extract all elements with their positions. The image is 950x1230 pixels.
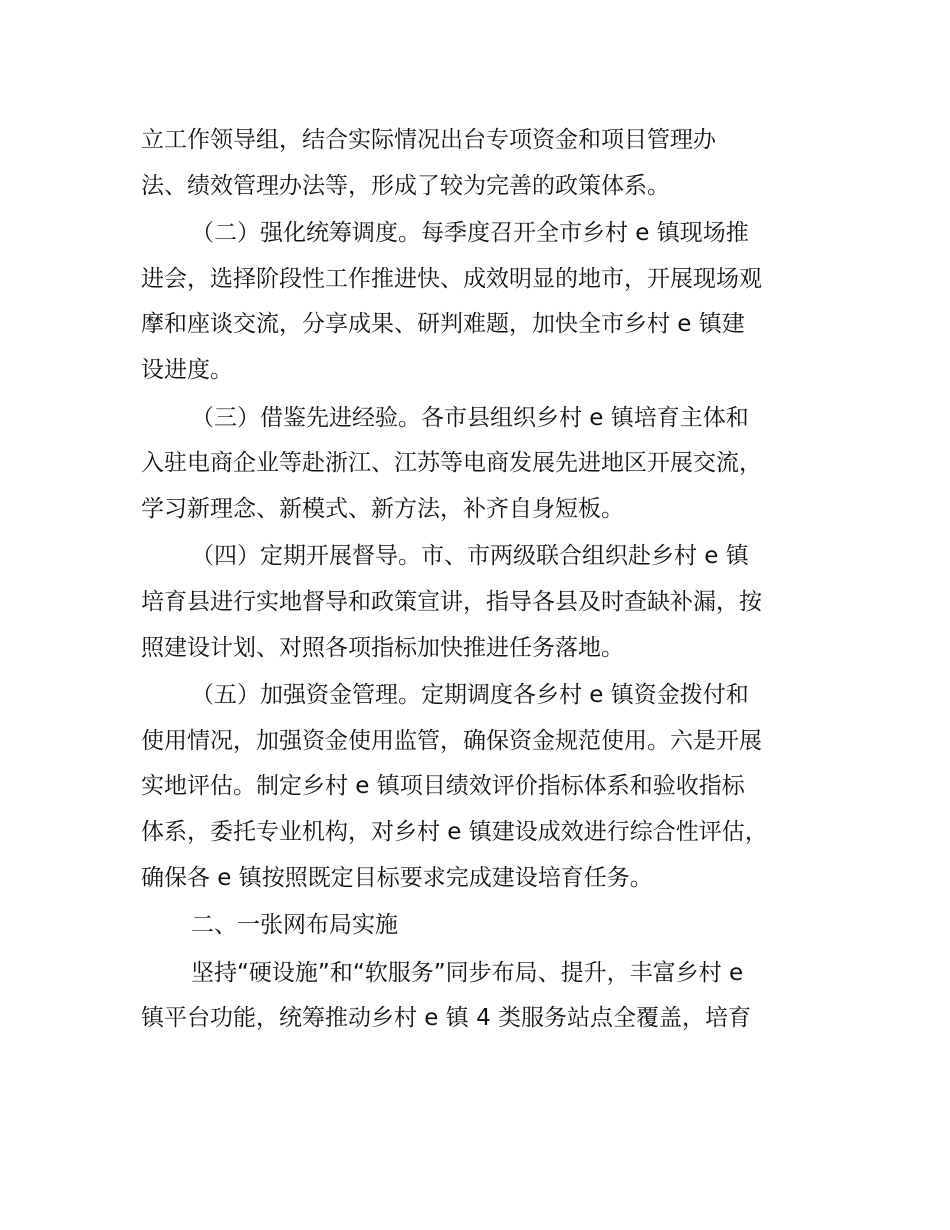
- text-line: 实地评估。制定乡村 e 镇项目绩效评价指标体系和验收指标: [141, 773, 745, 800]
- text-line: （五）加强资金管理。定期调度各乡村 e 镇资金拨付和: [191, 682, 749, 709]
- paragraph-experience: [141, 396, 821, 533]
- text-line: 进会，选择阶段性工作推进快、成效明显的地市，开展现场观: [141, 265, 762, 292]
- text-line: 确保各 e 镇按照既定目标要求完成建设培育任务。: [141, 864, 653, 891]
- text-line: 培育县进行实地督导和政策宣讲，指导各县及时查缺补漏，按: [141, 588, 762, 615]
- text-line: 照建设计划、对照各项指标加快推进任务落地。: [141, 634, 624, 661]
- text-line: （二）强化统筹调度。每季度召开全市乡村 e 镇现场推: [191, 220, 749, 247]
- document-body: [141, 118, 821, 1042]
- text-line: （三）借鉴先进经验。各市县组织乡村 e 镇培育主体和: [191, 404, 749, 431]
- text-line: 二、一张网布局实施: [191, 912, 398, 939]
- text-line: 镇平台功能，统筹推动乡村 e 镇 4 类服务站点全覆盖，培育: [141, 1005, 752, 1032]
- paragraph-supervision: [141, 534, 821, 671]
- text-line: 坚持“硬设施”和“软服务”同步布局、提升，丰富乡村 e: [191, 959, 744, 986]
- paragraph-network: [141, 951, 821, 1042]
- text-line: 设进度。: [141, 356, 233, 383]
- paragraph-coordination: [141, 211, 821, 393]
- text-line: 法、绩效管理办法等，形成了较为完善的政策体系。: [141, 172, 670, 199]
- paragraph-continuation: [141, 118, 821, 209]
- text-line: 立工作领导组，结合实际情况出台专项资金和项目管理办: [141, 127, 716, 153]
- text-line: 入驻电商企业等赴浙江、江苏等电商发展先进地区开展交流，: [141, 450, 762, 477]
- text-line: 使用情况，加强资金使用监管，确保资金规范使用。六是开展: [141, 727, 762, 754]
- paragraph-funds: [141, 673, 821, 901]
- text-line: 学习新理念、新模式、新方法，补齐自身短板。: [141, 495, 624, 522]
- text-line: （四）定期开展督导。市、市两级联合组织赴乡村 e 镇: [191, 543, 749, 570]
- text-line: 摩和座谈交流，分享成果、研判难题，加快全市乡村 e 镇建: [141, 311, 745, 338]
- text-line: 体系，委托专业机构，对乡村 e 镇建设成效进行综合性评估，: [141, 818, 768, 845]
- section-heading: [141, 903, 821, 949]
